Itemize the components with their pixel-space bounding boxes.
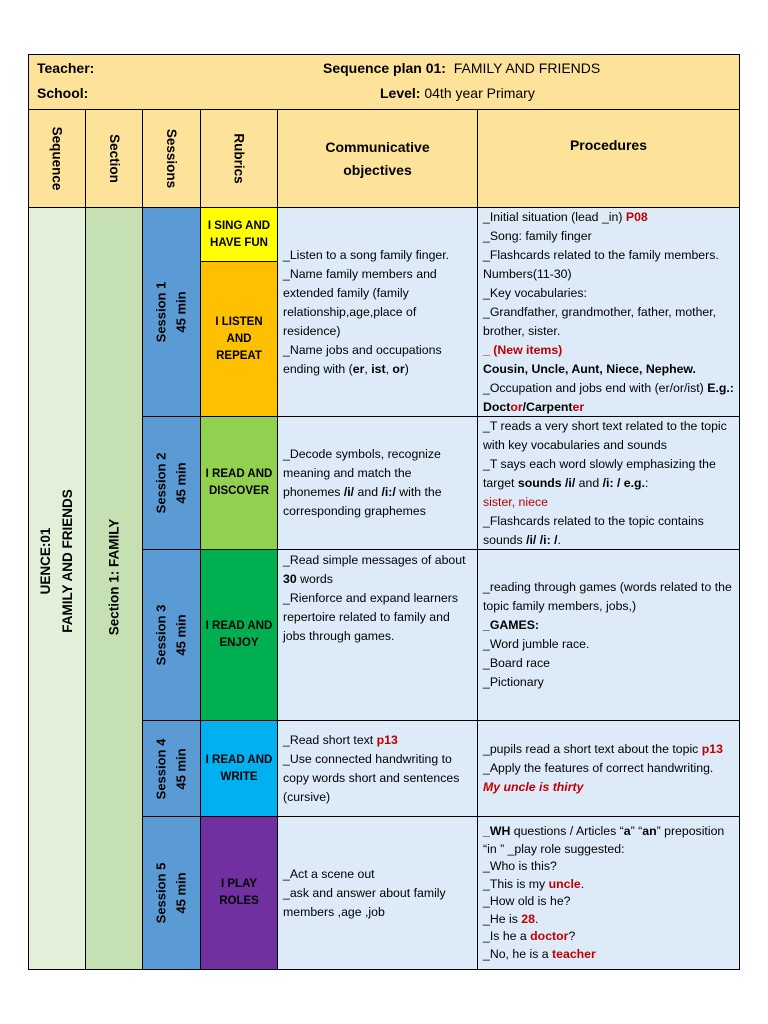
session-2-objectives: _Decode symbols, recognize meaning and match the phonemes /i/ and /i:/ with the corresponding graphemes [277,416,478,550]
objective-jobs: _Name jobs and occupations ending with (er, ist, or) [283,342,442,376]
column-header-sequence: Sequence [28,109,86,208]
level-info: Level: 04th year Primary [380,85,535,101]
session-1-procedures: _Initial situation (lead _in) P08 _Song: family finger _Flashcards related to the family members. Numbers(11-30) _Key vocabularies: _Grandfather, grandmother, father, mother, brother, sister. _ (New items) Cousin, Uncle, Aunt, Niece, Nephew. _Occupation and jobs end with (er/or/ist) E.g.: Doctor/Carpenter [477,207,740,417]
session-1-cell: Session 1 45 min [142,207,201,417]
column-header-rubrics: Rubrics [200,109,278,208]
session-2-procedures: _T reads a very short text related to the topic with key vocabularies and sounds _T says each word slowly emphasizing the target sounds /i/ and /i: / e.g.: sister, niece _Flashcards related to the topic contains sounds /i/ /i: /. [477,416,740,550]
sequence-title: FAMILY AND FRIENDS [60,488,75,633]
session-5-procedures: _WH questions / Articles “a” “an” preposition “in ” _play role suggested: _Who is this? _This is my uncle. _How old is he? _He is 28. _Is he a doctor? _No, he is a teacher [477,816,740,970]
session-3-procedures: _reading through games (words related to the topic family members, jobs,) _GAMES: _Word jumble race. _Board race _Pictionary [477,549,740,721]
rubric-i-play-roles: I PLAY ROLES [200,816,278,970]
session-5-objectives: _Act a scene out _ask and answer about family members ,age ,job [277,816,478,970]
column-header-section: Section [85,109,143,208]
sequence-cell [28,207,86,970]
session-4-objectives: _Read short text p13 _Use connected handwriting to copy words short and sentences (cursive) [277,720,478,817]
plan-header [28,54,740,110]
session-2-cell: Session 2 45 min [142,416,201,550]
session-3-objectives: _Read simple messages of about 30 words _Rienforce and expand learners repertoire related to family and jobs through games. [277,549,478,721]
column-header-procedures: Procedures [477,109,740,208]
teacher-label: Teacher: [37,60,95,76]
column-header-sessions: Sessions [142,109,201,208]
session-4-cell: Session 4 45 min [142,720,201,817]
rubric-i-read-discover: I READ AND DISCOVER [200,416,278,550]
sequence-number: UENCE:01 [38,527,53,594]
rubric-i-sing: I SING AND HAVE FUN [200,207,278,262]
section-cell [85,207,143,970]
session-4-procedures: _pupils read a short text about the topic p13 _Apply the features of correct handwriting. My uncle is thirty [477,720,740,817]
column-header-objectives: Communicative objectives [277,109,478,208]
section-title: Section 1: FAMILY [106,518,121,635]
session-3-cell: Session 3 45 min [142,549,201,721]
rubric-i-read-enjoy: I READ AND ENJOY [200,549,278,721]
sequence-plan-title: Sequence plan 01: FAMILY AND FRIENDS [323,60,601,76]
session-1-objectives: _Listen to a song family finger. _Name family members and extended family (family relationship,age,place of residence) _Name jobs and occupations ending with (er, ist, or) [277,207,478,417]
school-label: School: [37,85,89,101]
session-5-cell: Session 5 45 min [142,816,201,970]
rubric-i-listen: I LISTEN AND REPEAT [200,261,278,417]
rubric-i-read-write: I READ AND WRITE [200,720,278,817]
